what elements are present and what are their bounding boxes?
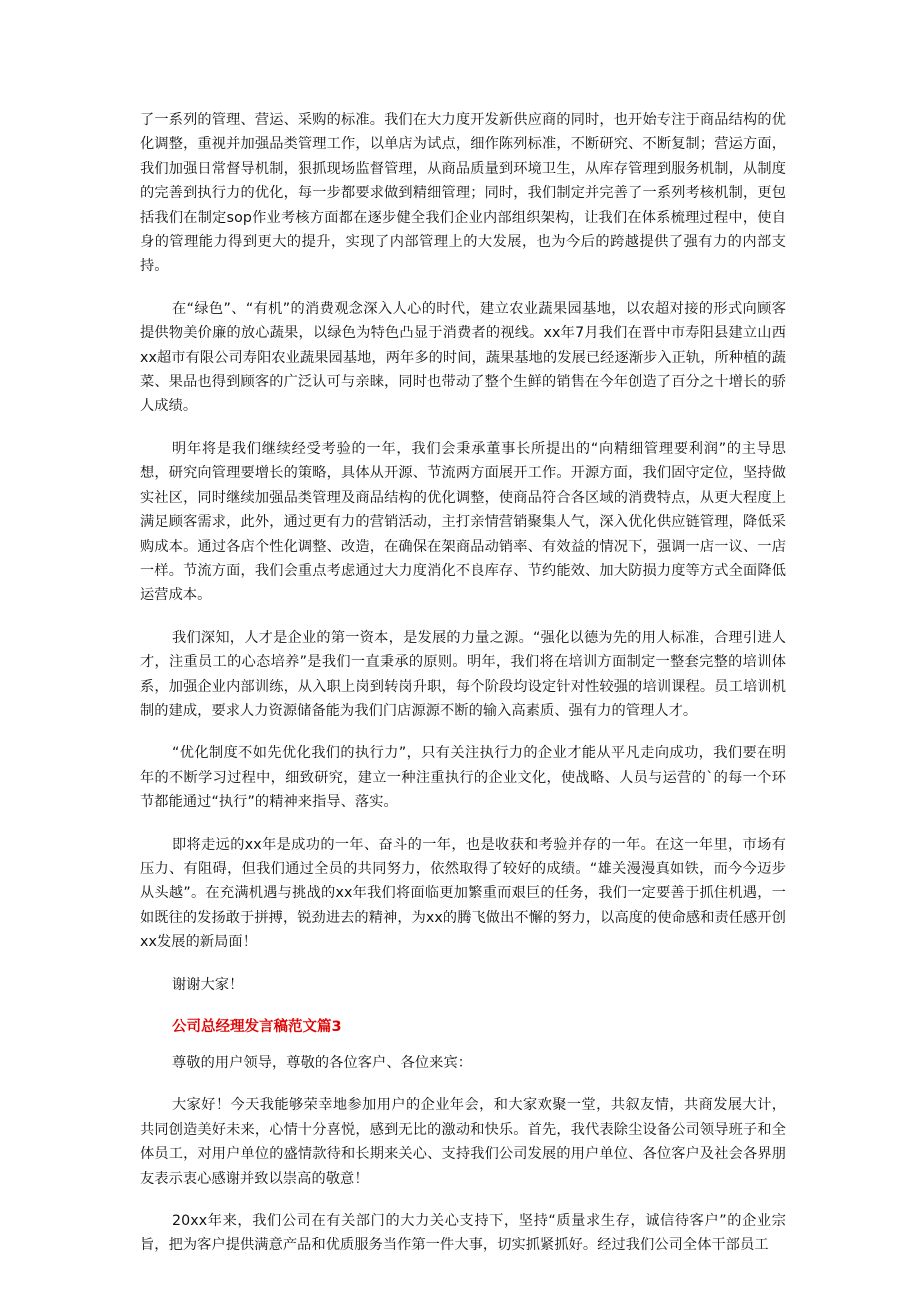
section-heading: 公司总经理发言稿范文篇3 [172, 1019, 342, 1035]
paragraph-salutation: 尊敬的用户领导，尊敬的各位客户、各位来宾： [172, 1055, 473, 1071]
paragraph-year-review: 即将走远的xx年是成功的一年、奋斗的一年，也是收获和考验并存的一年。在这一年里，市场有压力、有阻碍，但我们通过全员的共同努力，依然取得了较好的成绩。“雄关漫漫真如铁，而今今迈步从头越”。在充满机遇与挑战的xx年我们将面临更加繁重而艰巨的任务，我们一定要善于抓住机遇，一如既往的发扬敢于拼搏，锐劲进去的精神，为xx的腾飞做出不懈的努力，以高度的使命感和责任感开创xx发展的新局面！ [140, 836, 786, 951]
paragraph-company-review: 20xx年来，我们公司在有关部门的大力关心支持下，坚持“质量求生存，诚信待客户”的企业宗旨，把为客户提供满意产品和优质服务当作第一件大事，切实抓紧抓好。经过我们公司全体干部员工 [140, 1213, 786, 1254]
paragraph-execution: “优化制度不如先优化我们的执行力”，只有关注执行力的企业才能从平凡走向成功，我们要在明年的不断学习过程中，细致研究，建立一种注重执行的企业文化，使战略、人员与运营的`的每一个环节都能通过“执行”的精神来指导、落实。 [140, 745, 786, 811]
paragraph-next-year-plan: 明年将是我们继续经受考验的一年，我们会秉承董事长所提出的“向精细管理要利润”的主导思想，研究向管理要增长的策略，具体从开源、节流两方面展开工作。开源方面，我们固守定位，坚持做实社区，同时继续加强品类管理及商品结构的优化调整，使商品符合各区域的消费特点，从更大程度上满足顾客需求，此外，通过更有力的营销活动，主打亲情营销聚集人气，深入优化供应链管理，降低采购成本。通过各店个性化调整、改造，在确保在架商品动销率、有效益的情况下，强调一店一议、一店一样。节流方面，我们会重点考虑通过大力度消化不良库存、节约能效、加大防损力度等方式全面降低运营成本。 [140, 440, 786, 604]
paragraph-thanks: 谢谢大家！ [172, 976, 244, 993]
paragraph-management-standards: 了一系列的管理、营运、采购的标准。我们在大力度开发新供应商的同时，也开始专注于商品结构的优化调整，重视并加强品类管理工作，以单店为试点，细作陈列标准，不断研究、不断复制；营运方面，我们加强日常督导机制，狠抓现场监督管理，从商品质量到环境卫生，从库存管理到服务机制，从制度的完善到执行力的优化，每一步都要求做到精细管理；同时，我们制定并完善了一系列考核机制，更包括我们在制定sop作业考核方面都在逐步健全我们企业内部组织架构，让我们在体系梳理过程中，使自身的管理能力得到更大的提升，实现了内部管理上的大发展，也为今后的跨越提供了强有力的内部支持。 [140, 112, 786, 275]
paragraph-greeting: 大家好！今天我能够荣幸地参加用户的企业年会，和大家欢聚一堂，共叙友情，共商发展大计，共同创造美好未来，心情十分喜悦，感到无比的激动和快乐。首先，我代表除尘设备公司领导班子和全体员工，对用户单位的盛情款待和长期来关心、支持我们公司发展的用户单位、各位客户及社会各界朋友表示衷心感谢并致以崇高的敬意！ [140, 1097, 786, 1187]
paragraph-talent: 我们深知，人才是企业的第一资本，是发展的力量之源。“强化以德为先的用人标准，合理引进人才，注重员工的心态培养”是我们一直秉承的原则。明年，我们将在培训方面制定一整套完整的培训体系，加强企业内部训练，从入职上岗到转岗升职，每个阶段均设定针对性较强的培训课程。员工培训机制的建成，要求人力资源储备能为我们门店源源不断的输入高素质、强有力的管理人才。 [140, 629, 786, 719]
paragraph-green-organic-base: 在“绿色”、“有机”的消费观念深入人心的时代，建立农业蔬果园基地，以农超对接的形式向顾客提供物美价廉的放心蔬果，以绿色为特色凸显于消费者的视线。xx年7月我们在晋中市寿阳县建立山西xx超市有限公司寿阳农业蔬果园基地，两年多的时间，蔬果基地的发展已经逐渐步入正轨，所种植的蔬菜、果品也得到顾客的广泛认可与亲睐，同时也带动了整个生鲜的销售在今年创造了百分之十增长的骄人成绩。 [140, 300, 786, 415]
